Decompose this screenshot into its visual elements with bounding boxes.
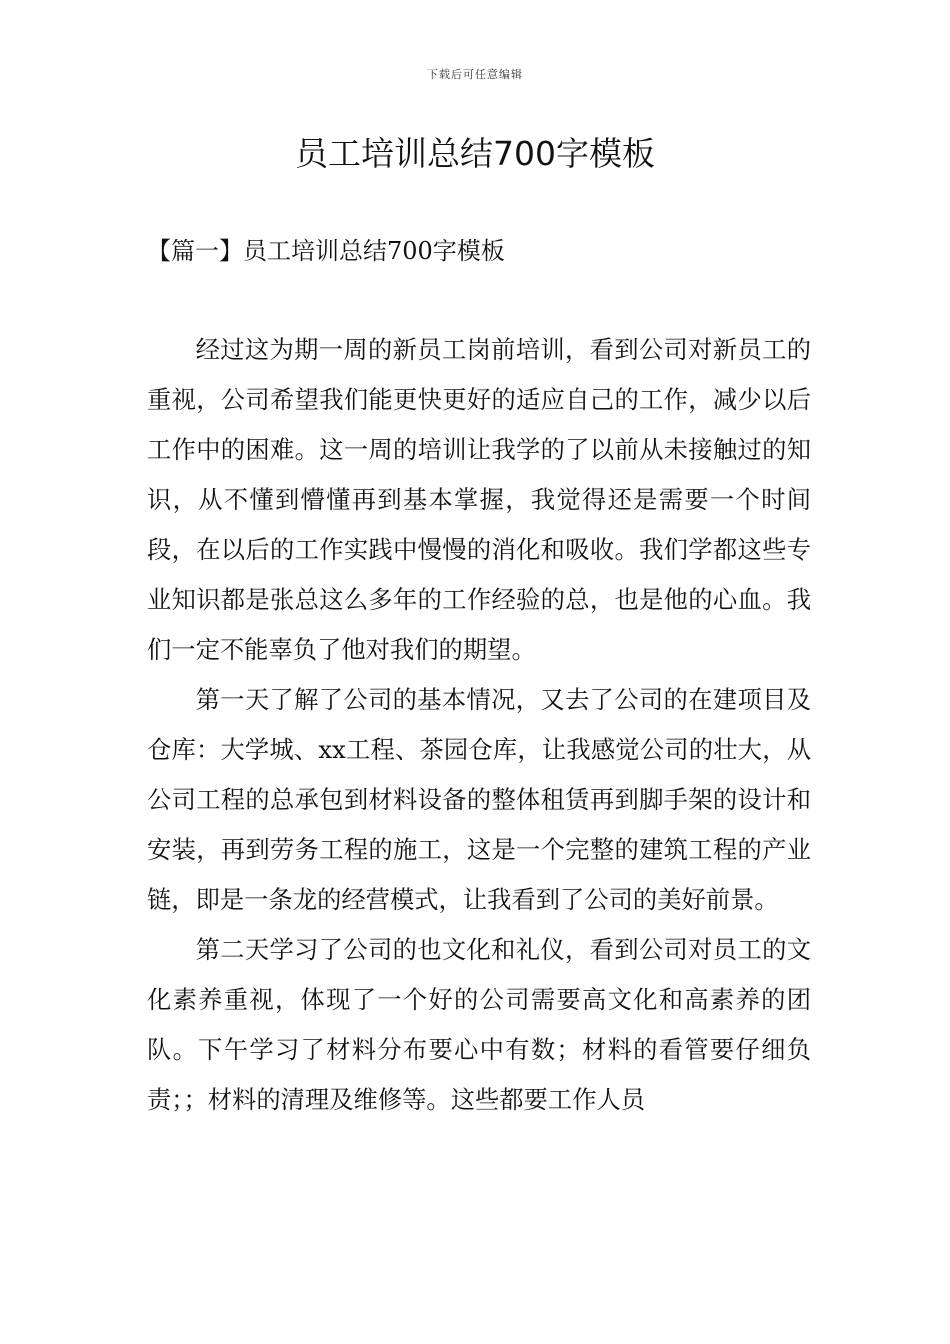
paragraph: 经过这为期一周的新员工岗前培训，看到公司对新员工的重视，公司希望我们能更快更好的适应自己的工作，减少以后工作中的困难。这一周的培训让我学的了以前从未接触过的知识，从不懂到懵懂再到基本掌握，我觉得还是需要一个时间段，在以后的工作实践中慢慢的消化和吸收。我们学都这些专业知识都是张总这么多年的工作经验的总，也是他的心血。我们一定不能辜负了他对我们的期望。 xyxy=(147,335,811,664)
body-text xyxy=(147,325,811,1125)
section-heading: 【篇一】员工培训总结700字模板 xyxy=(147,237,505,265)
paragraph: 第二天学习了公司的也文化和礼仪，看到公司对员工的文化素养重视，体现了一个好的公司需要高文化和高素养的团队。下午学习了材料分布要心中有数；材料的看管要仔细负责；；材料的清理及维修等。这些都要工作人员 xyxy=(147,935,811,1114)
header-note: 下载后可任意编辑 xyxy=(427,68,523,81)
document-title: 员工培训总结700字模板 xyxy=(295,134,655,173)
paragraph: 第一天了解了公司的基本情况，又去了公司的在建项目及仓库：大学城、xx工程、茶园仓库，让我感觉公司的壮大，从公司工程的总承包到材料设备的整体租赁再到脚手架的设计和安装，再到劳务工程的施工，这是一个完整的建筑工程的产业链，即是一条龙的经营模式，让我看到了公司的美好前景。 xyxy=(147,685,811,914)
